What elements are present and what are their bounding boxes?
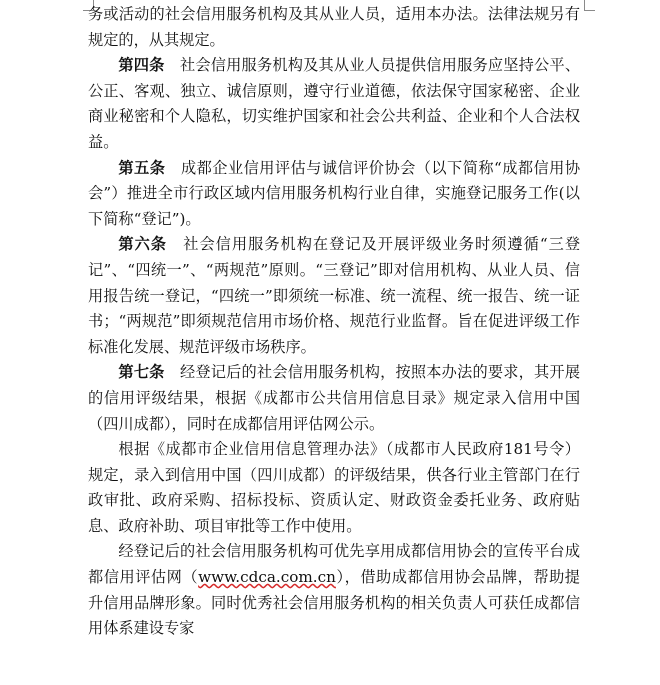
article-text: 社会信用服务机构在登记及开展评级业务时须遵循“三登记”、“四统一”、“两规范”原则。“三登记”即对信用机构、从业人员、信用报告统一登记，“四统一”即须统一标准、统一流程、统一报告、统一证书；“两规范”即须规范信用市场价格、规范行业监督。旨在促进评级工作标准化发展、规范评级市场秩序。 (88, 235, 581, 356)
article-text: 经登记后的社会信用服务机构，按照本办法的要求，其开展的信用评级结果，根据《成都市公共信用信息目录》规定录入信用中国（四川成都），同时在成都信用评估网公示。 (88, 363, 581, 433)
paragraph-text: 根据《成都市企业信用信息管理办法》（成都市人民政府181号令）规定，录入到信用中国（四川成都）的评级结果，供各行业主管部门在行政审批、政府采购、招标投标、资质认定、财政资金委托业务、政府贴息、政府补助、项目审批等工作中使用。 (88, 440, 580, 535)
paragraph-text-before-url: 经登记后的社会信用服务机构可优先享用成都信用协会的宣传平台成都信用评估网（ (88, 542, 580, 587)
paragraph-text-after-url: ），借助成都信用协会品牌，帮助提升信用品牌形象。同时优秀社会信用服务机构的相关负责人可获任成都信用体系建设专家 (88, 568, 580, 638)
website-url: www.cdca.com.cn (198, 568, 336, 587)
paragraph-text: 务或活动的社会信用服务机构及其从业人员，适用本办法。法律法规另有规定的，从其规定。 (88, 5, 580, 49)
article-7 (88, 360, 580, 437)
article-number: 第七条 (118, 363, 165, 382)
margin-corner-mark-right (584, 0, 595, 11)
article-text: 成都企业信用评估与诚信评价协会（以下简称“成都信用协会”）推进全市行政区域内信用服务机构行业自律，实施登记服务工作(以下简称“登记”)。 (88, 158, 581, 228)
paragraph-benefits (88, 539, 580, 641)
paragraph-continuation (88, 2, 580, 53)
article-number: 第六条 (118, 235, 168, 254)
article-4 (88, 53, 580, 155)
article-number: 第五条 (118, 158, 166, 177)
article-text: 社会信用服务机构及其从业人员提供信用服务应坚持公平、公正、客观、独立、诚信原则，遵守行业道德，依法保守国家秘密、企业商业秘密和个人隐私，切实维护国家和社会公共利益、企业和个人合法权益。 (88, 56, 581, 151)
article-number: 第四条 (118, 56, 165, 75)
article-6 (88, 232, 580, 360)
article-5 (88, 156, 580, 233)
paragraph-usage (88, 437, 580, 539)
document-body (88, 2, 580, 642)
